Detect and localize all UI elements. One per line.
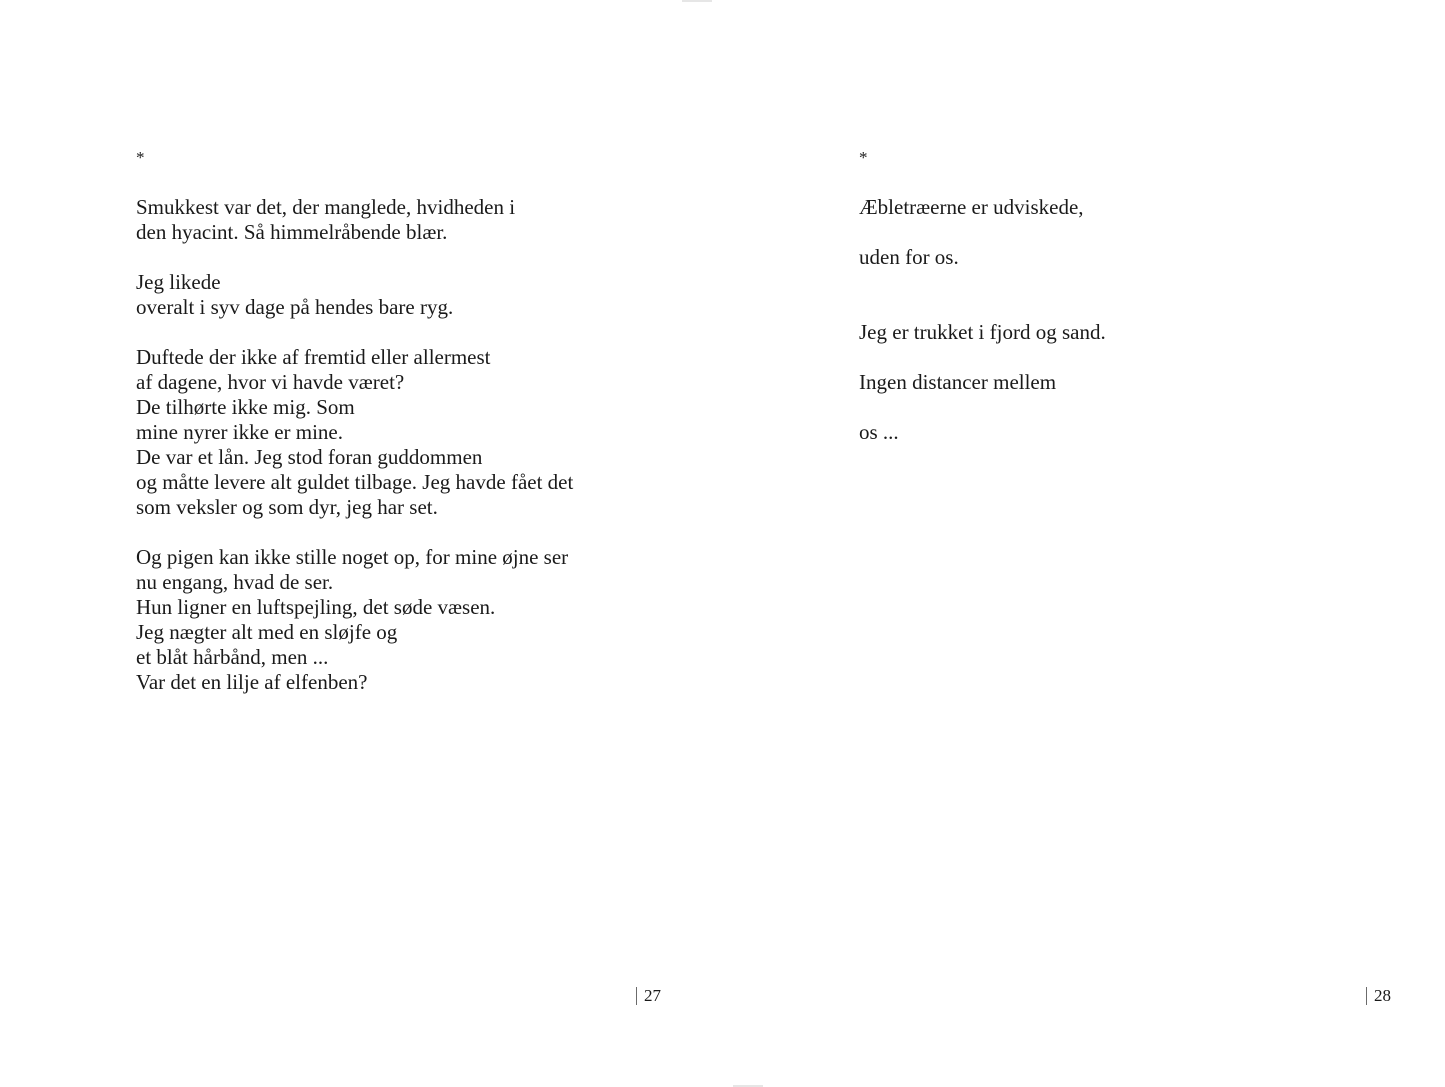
verse-line-block <box>859 370 1419 395</box>
section-ornament: * <box>859 148 868 167</box>
stanza-1 <box>136 195 696 245</box>
verse-line: Hun ligner en luftspejling, det søde væsen. <box>136 595 496 619</box>
verse-line: Jeg likede <box>136 270 221 294</box>
verse-line: Duftede der ikke af fremtid eller allermest <box>136 345 491 369</box>
stanza-3 <box>136 345 696 520</box>
verse-line: som veksler og som dyr, jeg har set. <box>136 495 438 519</box>
verse-line: Ingen distancer mellem <box>859 370 1057 394</box>
verse-line: af dagene, hvor vi havde været? <box>136 370 405 394</box>
verse-line: den hyacint. Så himmelråbende blær. <box>136 220 448 244</box>
verse-line: Jeg nægter alt med en sløjfe og <box>136 620 398 644</box>
left-page <box>0 0 722 1087</box>
verse-line-block <box>859 195 1419 220</box>
stanza-2 <box>136 270 696 320</box>
verse-line-block <box>859 245 1419 270</box>
verse-line: os ... <box>859 420 899 444</box>
right-poem <box>859 145 1419 470</box>
verse-line: De tilhørte ikke mig. Som <box>136 395 355 419</box>
verse-line: nu engang, hvad de ser. <box>136 570 334 594</box>
verse-line: uden for os. <box>859 245 959 269</box>
verse-line-block <box>859 420 1419 445</box>
page-number-text: 27 <box>644 986 661 1005</box>
folio-rule <box>1366 987 1367 1005</box>
verse-line: et blåt hårbånd, men ... <box>136 645 329 669</box>
verse-line: overalt i syv dage på hendes bare ryg. <box>136 295 454 319</box>
page-number-right <box>1366 985 1391 1007</box>
right-page <box>722 0 1445 1087</box>
verse-line: Var det en lilje af elfenben? <box>136 670 368 694</box>
page-number-left <box>636 985 661 1007</box>
stanza-4 <box>136 545 696 695</box>
verse-line: Æbletræerne er udviskede, <box>859 195 1084 219</box>
verse-line: mine nyrer ikke er mine. <box>136 420 344 444</box>
page-number-text: 28 <box>1374 986 1391 1005</box>
verse-line: Smukkest var det, der manglede, hvidheden i <box>136 195 516 219</box>
verse-line-block <box>859 320 1419 345</box>
verse-line: Og pigen kan ikke stille noget op, for mine øjne ser <box>136 545 569 569</box>
section-ornament: * <box>136 148 145 167</box>
verse-line: Jeg er trukket i fjord og sand. <box>859 320 1106 344</box>
verse-line: og måtte levere alt guldet tilbage. Jeg havde fået det <box>136 470 574 494</box>
verse-line: De var et lån. Jeg stod foran guddommen <box>136 445 483 469</box>
folio-rule <box>636 987 637 1005</box>
left-poem <box>136 145 696 720</box>
